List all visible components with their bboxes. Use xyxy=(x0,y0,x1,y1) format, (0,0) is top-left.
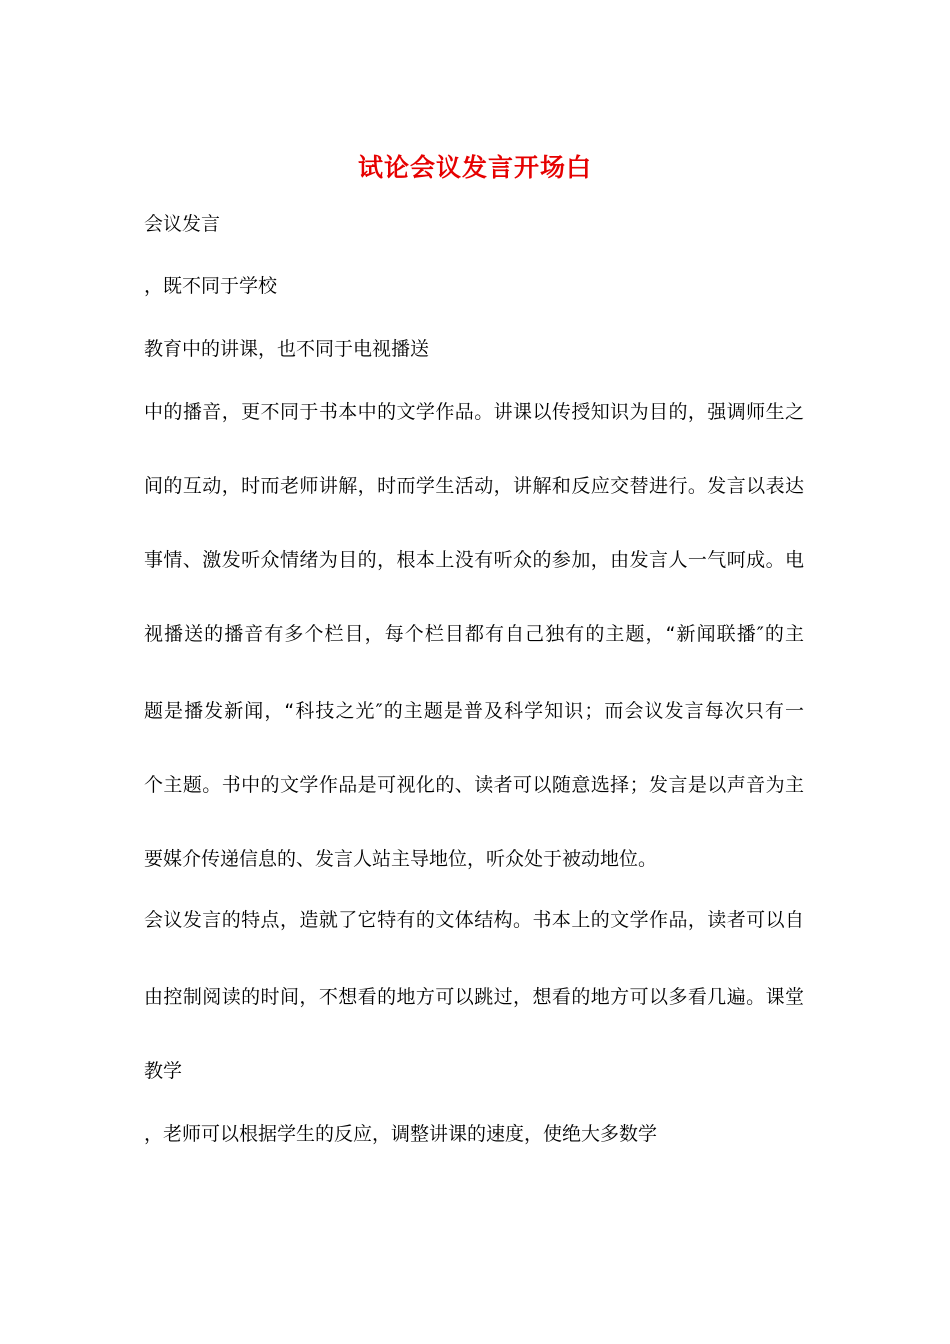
text-line: 题是播发新闻，“科技之光″的主题是普及科学知识；而会议发言每次只有一 xyxy=(144,700,804,722)
text-line: 视播送的播音有多个栏目，每个栏目都有自己独有的主题，“新闻联播″的主 xyxy=(144,623,804,645)
document-title: 试论会议发言开场白 xyxy=(357,153,592,182)
text-line: 会议发言 xyxy=(144,213,221,235)
text-line: 间的互动，时而老师讲解，时而学生活动，讲解和反应交替进行。发言以表达 xyxy=(144,475,804,497)
text-line: 中的播音，更不同于书本中的文学作品。讲课以传授知识为目的，强调师生之 xyxy=(144,401,804,423)
text-line: ，老师可以根据学生的反应，调整讲课的速度，使绝大多数学 xyxy=(144,1123,658,1145)
text-line: 教育中的讲课，也不同于电视播送 xyxy=(144,338,430,360)
text-line: 事情、激发听众情绪为目的，根本上没有听众的参加，由发言人一气呵成。电 xyxy=(144,549,804,571)
text-line: 个主题。书中的文学作品是可视化的、读者可以随意选择；发言是以声音为主 xyxy=(144,774,804,796)
text-line: 教学 xyxy=(144,1060,183,1082)
text-line: 要媒介传递信息的、发言人站主导地位，听众处于被动地位。 xyxy=(144,848,658,870)
text-line: 会议发言的特点，造就了它特有的文体结构。书本上的文学作品，读者可以自 xyxy=(144,909,804,931)
text-line: ，既不同于学校 xyxy=(144,275,278,297)
text-line: 由控制阅读的时间，不想看的地方可以跳过，想看的地方可以多看几遍。课堂 xyxy=(144,986,804,1008)
